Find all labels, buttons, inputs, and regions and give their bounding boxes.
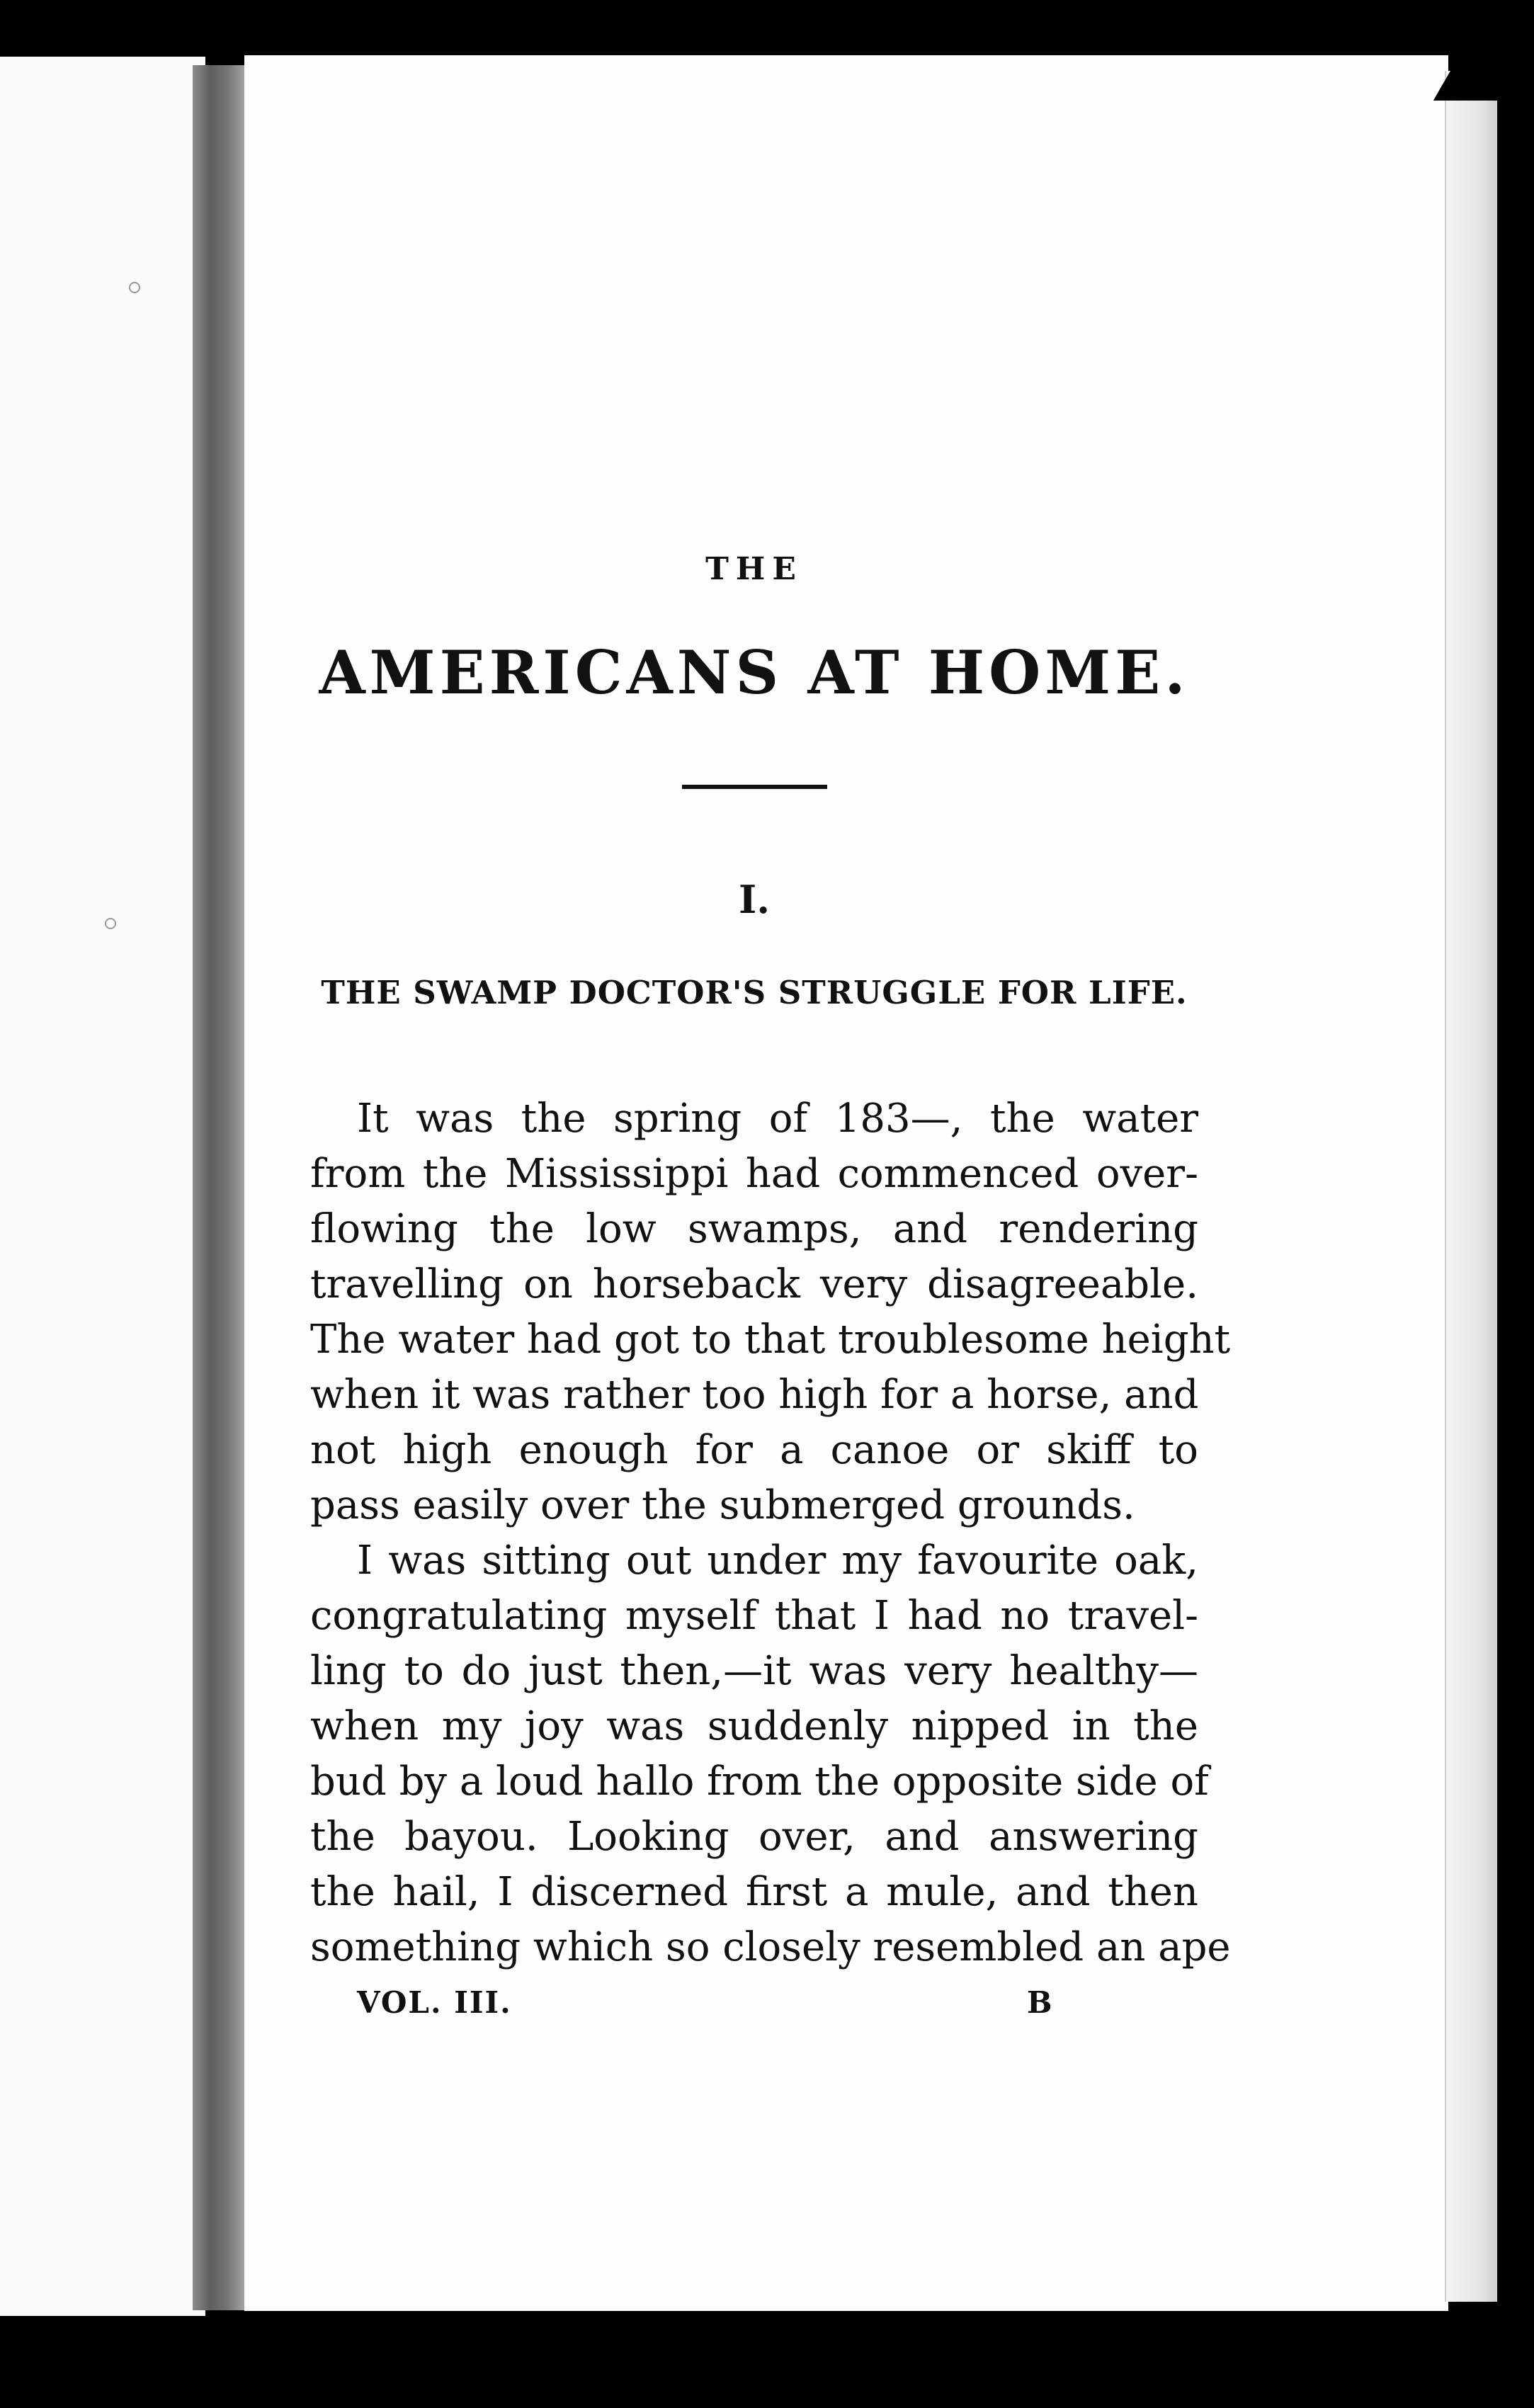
paper-speck: [129, 282, 140, 293]
paper-speck: [105, 918, 116, 929]
text-line: congratulating myself that I had no travel-: [310, 1593, 1198, 1639]
page-corner: [1433, 51, 1534, 101]
footer-volume: VOL. III.: [357, 1985, 512, 2020]
text-line: from the Mississippi had commenced over-: [310, 1151, 1198, 1197]
left-facing-page: [0, 57, 205, 2316]
book-gutter-shadow: [193, 65, 252, 2310]
book-title: AMERICANS AT HOME.: [319, 637, 1190, 708]
text-line: travelling on horseback very disagreeable.: [310, 1261, 1198, 1307]
footer-signature: B: [1027, 1985, 1052, 2020]
text-line: pass easily over the submerged grounds.: [310, 1482, 1135, 1528]
text-line: the hail, I discerned first a mule, and then: [310, 1869, 1198, 1915]
text-line: when my joy was suddenly nipped in the: [310, 1703, 1198, 1749]
text-line: flowing the low swamps, and rendering: [310, 1206, 1198, 1252]
title-rule: [682, 785, 827, 789]
text-line: The water had got to that troublesome height: [310, 1317, 1231, 1363]
chapter-number: I.: [738, 877, 771, 922]
page-edge: [1445, 71, 1497, 2302]
text-line: I was sitting out under my favourite oak,: [357, 1538, 1198, 1584]
text-line: ling to do just then,—it was very healthy—: [310, 1648, 1198, 1694]
text-line: It was the spring of 183—, the water: [357, 1096, 1198, 1142]
text-line: not high enough for a canoe or skiff to: [310, 1427, 1198, 1473]
text-line: something which so closely resembled an ape: [310, 1924, 1231, 1970]
text-line: the bayou. Looking over, and answering: [310, 1814, 1198, 1860]
chapter-title: THE SWAMP DOCTOR'S STRUGGLE FOR LIFE.: [321, 974, 1188, 1011]
text-line: when it was rather too high for a horse, and: [310, 1372, 1199, 1418]
text-line: bud by a loud hallo from the opposite side of: [310, 1759, 1209, 1805]
heading-the: THE: [705, 551, 803, 587]
